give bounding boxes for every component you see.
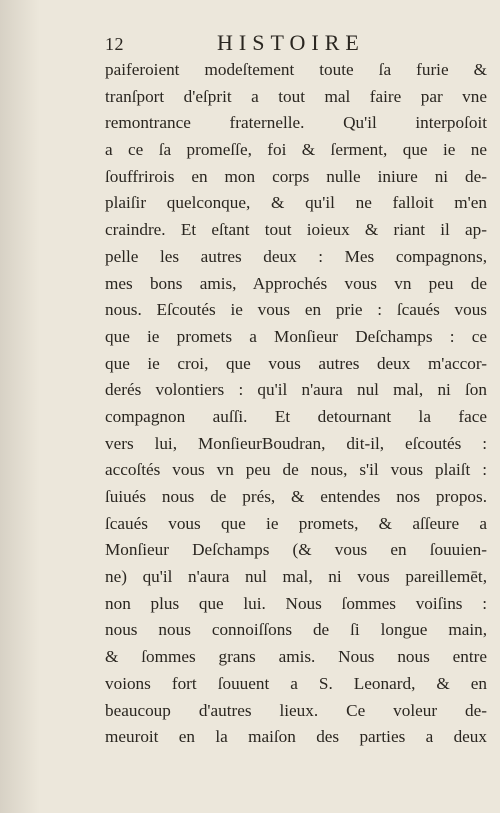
gutter-shadow xyxy=(0,0,40,813)
text-line: tranſport d'eſprit a tout mal faire par vne xyxy=(105,86,487,106)
text-line: a ce ſa promeſſe, foi & ſerment, que ie ne xyxy=(105,140,487,160)
text-line: que ie promets a Monſieur Deſchamps : ce xyxy=(105,326,487,346)
text-line: nous. Eſcoutés ie vous en prie : ſcaués vous xyxy=(105,300,487,320)
text-line: ſouffrirois en mon corps nulle iniure ni de- xyxy=(105,166,487,186)
text-line: pelle les autres deux : Mes compagnons, xyxy=(105,246,487,266)
text-line: ſcaués vous que ie promets, & aſſeure a xyxy=(105,513,487,533)
text-line: mes bons amis, Approchés vous vn peu de xyxy=(105,273,487,293)
text-line: non plus que lui. Nous ſommes voiſins : xyxy=(105,593,487,613)
text-line: ſuiués nous de prés, & entendes nos propos. xyxy=(105,487,487,506)
text-line: craindre. Et eſtant tout ioieux & riant il ap- xyxy=(105,220,487,240)
text-line: compagnon auſſi. Et detournant la face xyxy=(105,406,487,426)
running-title: HISTOIRE xyxy=(217,30,365,55)
text-line: remontrance fraternelle. Qu'il interpoſoit xyxy=(105,113,487,133)
text-line: ne) qu'il n'aura nul mal, ni vous pareillemēt, xyxy=(105,567,487,587)
text-line: paiferoient modeſtement toute ſa furie & xyxy=(105,60,487,79)
running-head xyxy=(105,30,485,58)
text-line: que ie croi, que vous autres deux m'accor- xyxy=(105,353,487,373)
text-line: & ſommes grans amis. Nous nous entre xyxy=(105,647,487,667)
text-line: meuroit en la maiſon des parties a deux xyxy=(105,727,487,747)
text-line: vers lui, MonſieurBoudran, dit-il, eſcoutés : xyxy=(105,433,487,453)
text-line: voions fort ſouuent a S. Leonard, & en xyxy=(105,673,487,693)
text-line: Monſieur Deſchamps (& vous en ſouuien- xyxy=(105,540,487,560)
text-line: beaucoup d'autres lieux. Ce voleur de- xyxy=(105,700,487,720)
text-line: derés volontiers : qu'il n'aura nul mal, ni ſon xyxy=(105,380,487,400)
text-line: nous nous connoiſſons de ſi longue main, xyxy=(105,620,487,640)
text-line: accoſtés vous vn peu de nous, s'il vous plaiſt : xyxy=(105,460,487,480)
page-number: 12 xyxy=(105,34,124,54)
body-text xyxy=(105,57,487,751)
text-line: plaiſir quelconque, & qu'il ne falloit m'en xyxy=(105,193,487,213)
